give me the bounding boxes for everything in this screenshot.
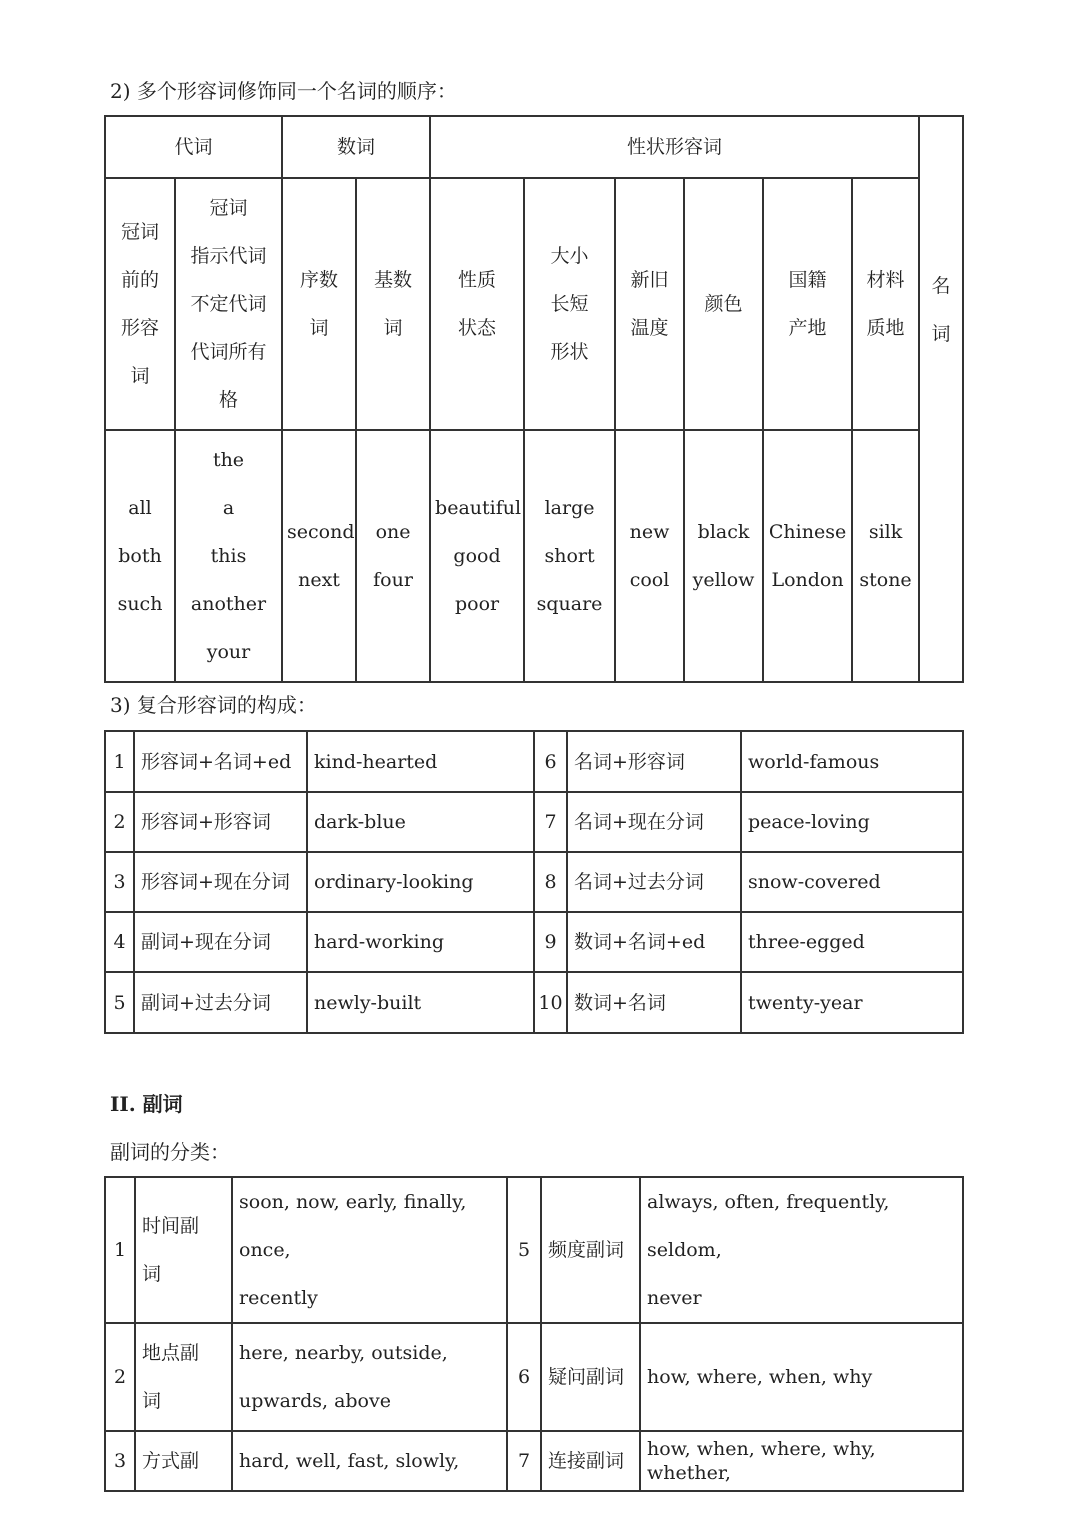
adverb-type-cell: 连接副词 bbox=[541, 1431, 640, 1491]
example-cell: all both such bbox=[105, 430, 175, 682]
adverb-type-cell: 疑问副词 bbox=[541, 1323, 640, 1431]
adverbs-title: II. 副词 bbox=[110, 1092, 183, 1116]
category-cell: 新旧 温度 bbox=[615, 178, 684, 430]
example-cell: Chinese London bbox=[763, 430, 852, 682]
example-cell: the a this another your bbox=[175, 430, 282, 682]
adverb-classification-table bbox=[104, 1176, 964, 1492]
adverb-example-cell: hard, well, fast, slowly, bbox=[232, 1431, 507, 1491]
row-number: 5 bbox=[507, 1177, 541, 1323]
adverb-type-cell: 频度副词 bbox=[541, 1177, 640, 1323]
category-cell: 颜色 bbox=[684, 178, 763, 430]
example-cell: black yellow bbox=[684, 430, 763, 682]
row-number: 9 bbox=[534, 912, 567, 972]
example-cell: large short square bbox=[524, 430, 615, 682]
row-number: 1 bbox=[105, 731, 134, 792]
group-header-quality-adjective: 性状形容词 bbox=[430, 116, 919, 178]
example-cell: silk stone bbox=[852, 430, 919, 682]
example-cell: peace-loving bbox=[741, 792, 963, 852]
row-number: 8 bbox=[534, 852, 567, 912]
example-cell: one four bbox=[356, 430, 430, 682]
formation-cell: 形容词+现在分词 bbox=[134, 852, 307, 912]
row-number: 7 bbox=[507, 1431, 541, 1491]
example-cell: second next bbox=[282, 430, 356, 682]
category-cell: 材料 质地 bbox=[852, 178, 919, 430]
row-number: 7 bbox=[534, 792, 567, 852]
example-cell: world-famous bbox=[741, 731, 963, 792]
compound-adjective-table bbox=[104, 730, 964, 1034]
group-header-numeral: 数词 bbox=[282, 116, 430, 178]
formation-cell: 名词+形容词 bbox=[567, 731, 741, 792]
example-cell: newly-built bbox=[307, 972, 534, 1033]
adjective-order-table bbox=[104, 115, 964, 683]
formation-cell: 名词+过去分词 bbox=[567, 852, 741, 912]
category-cell: 大小 长短 形状 bbox=[524, 178, 615, 430]
row-number: 5 bbox=[105, 972, 134, 1033]
section-2-heading: 2) 多个形容词修饰同一个名词的顺序： bbox=[110, 79, 457, 103]
noun-column-cell: 名 词 bbox=[919, 178, 963, 682]
formation-cell: 副词+过去分词 bbox=[134, 972, 307, 1033]
category-cell: 冠词 前的 形容 词 bbox=[105, 178, 175, 430]
adverb-example-cell: here, nearby, outside, upwards, above bbox=[232, 1323, 507, 1431]
category-cell: 基数 词 bbox=[356, 178, 430, 430]
example-cell: hard-working bbox=[307, 912, 534, 972]
category-cell: 序数 词 bbox=[282, 178, 356, 430]
example-cell: dark-blue bbox=[307, 792, 534, 852]
example-cell: snow-covered bbox=[741, 852, 963, 912]
example-cell: beautiful good poor bbox=[430, 430, 524, 682]
adverb-type-cell: 时间副 词 bbox=[135, 1177, 232, 1323]
row-number: 3 bbox=[105, 1431, 135, 1491]
formation-cell: 形容词+名词+ed bbox=[134, 731, 307, 792]
formation-cell: 副词+现在分词 bbox=[134, 912, 307, 972]
example-cell: new cool bbox=[615, 430, 684, 682]
adverb-example-cell: soon, now, early, finally, once, recently bbox=[232, 1177, 507, 1323]
group-header-pronoun: 代词 bbox=[105, 116, 282, 178]
noun-top-cell bbox=[919, 116, 963, 178]
row-number: 1 bbox=[105, 1177, 135, 1323]
example-cell: ordinary-looking bbox=[307, 852, 534, 912]
example-cell: twenty-year bbox=[741, 972, 963, 1033]
adverbs-subtitle: 副词的分类： bbox=[110, 1140, 230, 1164]
row-number: 10 bbox=[534, 972, 567, 1033]
row-number: 2 bbox=[105, 1323, 135, 1431]
row-number: 6 bbox=[534, 731, 567, 792]
formation-cell: 名词+现在分词 bbox=[567, 792, 741, 852]
example-cell: three-egged bbox=[741, 912, 963, 972]
example-cell: kind-hearted bbox=[307, 731, 534, 792]
row-number: 3 bbox=[105, 852, 134, 912]
category-cell: 国籍 产地 bbox=[763, 178, 852, 430]
category-cell: 冠词 指示代词 不定代词 代词所有 格 bbox=[175, 178, 282, 430]
formation-cell: 数词+名词+ed bbox=[567, 912, 741, 972]
adverb-example-cell: how, when, where, why, whether, bbox=[640, 1431, 963, 1491]
adverb-type-cell: 方式副 bbox=[135, 1431, 232, 1491]
adverb-example-cell: how, where, when, why bbox=[640, 1323, 963, 1431]
adverb-type-cell: 地点副 词 bbox=[135, 1323, 232, 1431]
adverb-example-cell: always, often, frequently, seldom, never bbox=[640, 1177, 963, 1323]
category-cell: 性质 状态 bbox=[430, 178, 524, 430]
row-number: 2 bbox=[105, 792, 134, 852]
section-3-heading: 3) 复合形容词的构成： bbox=[110, 693, 317, 717]
row-number: 6 bbox=[507, 1323, 541, 1431]
row-number: 4 bbox=[105, 912, 134, 972]
formation-cell: 形容词+形容词 bbox=[134, 792, 307, 852]
formation-cell: 数词+名词 bbox=[567, 972, 741, 1033]
